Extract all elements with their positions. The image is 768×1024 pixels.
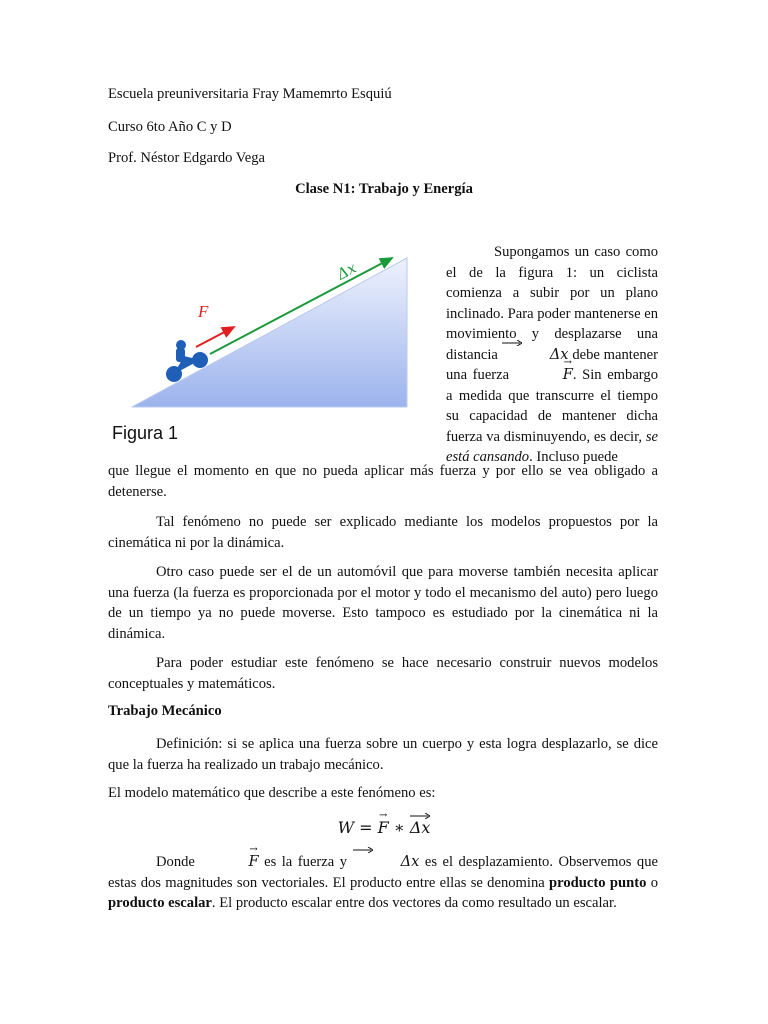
paragraph-3: Otro caso puede ser el de un automóvil que para moverse también necesita aplicar una fuerza (la fuerza es proporcionada por el motor y todo el mecanismo del auto) pero luego de un tiempo ya no puede moverse. Esto tampoco es estudiado por la cinemática ni la dinámica. (108, 564, 658, 642)
course-name: Curso 6to Año C y D (108, 119, 232, 135)
figure-caption: Figura 1 (112, 423, 179, 443)
force-vector: → F (562, 357, 573, 383)
inclined-plane-figure (124, 244, 424, 414)
intro-paragraph: Supongamos un caso como el de la figura 1: un ciclista comienza a subir por un plano inclinado. Para poder mantenerse en movimiento y desplazarse una distancia Δx debe mantener una fuerza → F. Sin embargo a medida que transcurre el tiempo su capacidad de mantener dicha fuerza va disminuyendo, es decir, se está cansando. Incluso puede (446, 244, 658, 465)
ramp-shape (132, 258, 407, 407)
displacement-vector-inline: Δx (353, 852, 420, 873)
intro-continuation: que llegue el momento en que no pueda aplicar más fuerza y por ello se vea obligado a detenerse. (108, 463, 658, 500)
model-intro: El modelo matemático que describe a este fenómeno es: (108, 785, 436, 801)
school-name: Escuela preuniversitaria Fray Mamemrto Esquiú (108, 86, 392, 102)
paragraph-2: Tal fenómeno no puede ser explicado mediante los modelos propuestos por la cinemática ni por la dinámica. (108, 514, 658, 551)
document-title: Clase N1: Trabajo y Energía (295, 181, 473, 197)
final-paragraph: Donde → F es la fuerza y Δx es el desplazamiento. Observemos que estas dos magnitudes son vectoriales. El producto entre ellas se denomina producto punto o producto escalar. El producto escalar entre dos vectores da como resultado un escalar. (108, 844, 659, 911)
displacement-label: Δx (333, 258, 360, 284)
force-label: F (198, 302, 209, 321)
professor-name: Prof. Néstor Edgardo Vega (108, 150, 265, 166)
paragraph-4: Para poder estudiar este fenómeno se hace necesario construir nuevos modelos conceptuales y matemáticos. (108, 655, 658, 692)
section-heading: Trabajo Mecánico (108, 703, 222, 719)
definition-paragraph: Definición: si se aplica una fuerza sobre un cuerpo y esta logra desplazarlo, se dice que la fuerza ha realizado un trabajo mecánico. (108, 736, 658, 773)
displacement-vector: Δx (502, 345, 569, 366)
work-equation: W = → F ∗ Δx (337, 810, 431, 837)
force-vector-inline: → F (248, 844, 259, 870)
